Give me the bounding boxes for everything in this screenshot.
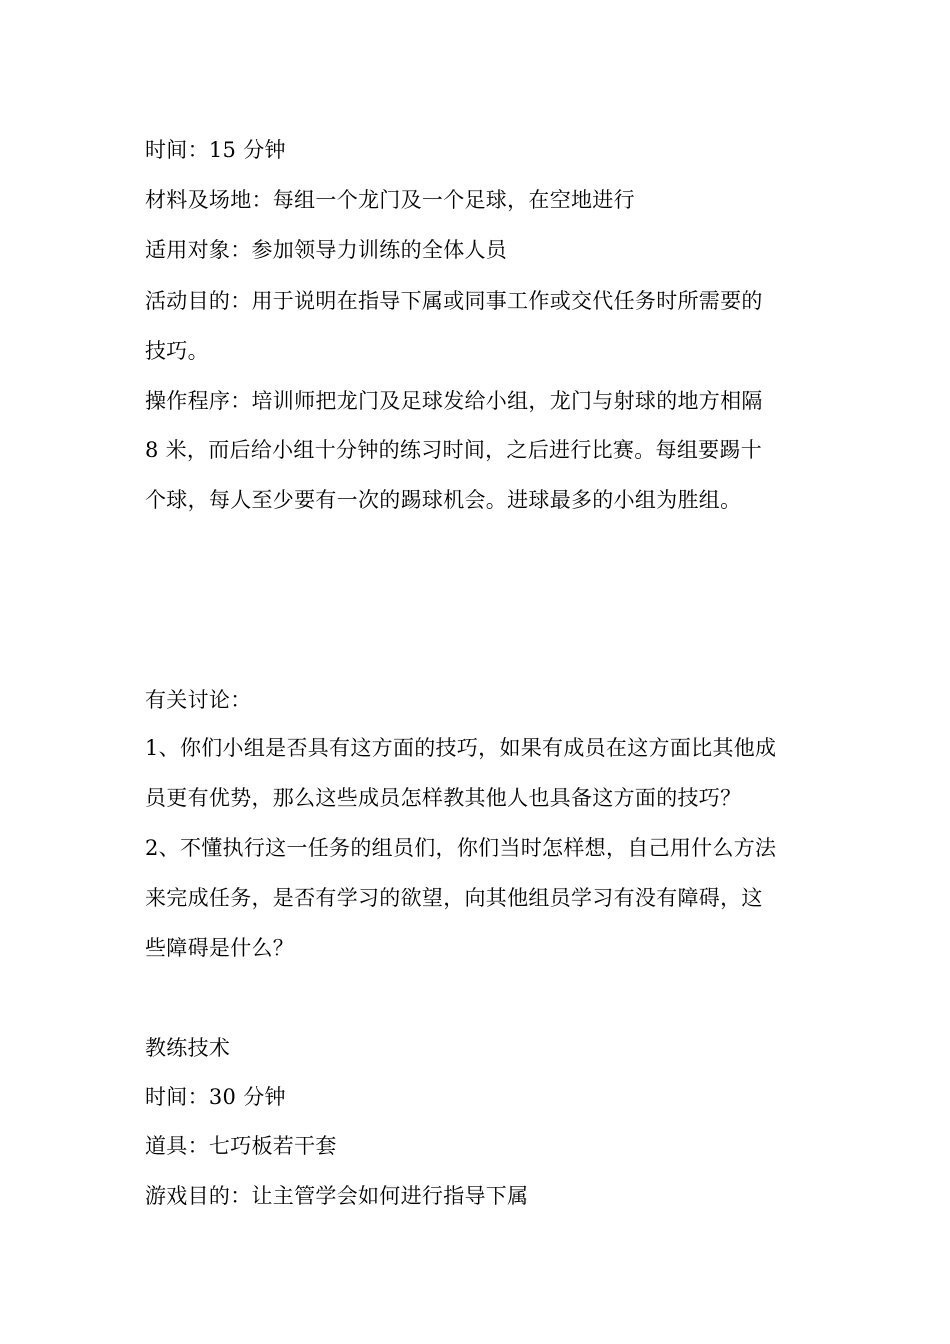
section2-props: 道具：七巧板若干套 — [145, 1134, 337, 1158]
section1-time: 时间：15 分钟 — [145, 138, 286, 162]
section1-procedure-line1: 操作程序：培训师把龙门及足球发给小组，龙门与射球的地方相隔 — [145, 389, 763, 413]
section1-audience: 适用对象：参加领导力训练的全体人员 — [145, 238, 508, 262]
section1-purpose-line2: 技巧。 — [145, 339, 209, 363]
section1-materials: 材料及场地：每组一个龙门及一个足球，在空地进行 — [145, 188, 635, 212]
discussion-heading: 有关讨论： — [145, 688, 252, 712]
section2-goal: 游戏目的：让主管学会如何进行指导下属 — [145, 1184, 529, 1208]
discussion-q2-line2: 来完成任务，是否有学习的欲望，向其他组员学习有没有障碍，这 — [145, 886, 763, 910]
section1-procedure-line2: 8 米，而后给小组十分钟的练习时间，之后进行比赛。每组要踢十 — [145, 438, 763, 462]
discussion-q1-line1: 1、你们小组是否具有这方面的技巧，如果有成员在这方面比其他成 — [145, 736, 777, 760]
section1-procedure-line3: 个球，每人至少要有一次的踢球机会。进球最多的小组为胜组。 — [145, 488, 742, 512]
section2-time: 时间：30 分钟 — [145, 1085, 286, 1109]
discussion-q2-line1: 2、不懂执行这一任务的组员们，你们当时怎样想，自己用什么方法 — [145, 836, 777, 860]
discussion-q2-line3: 些障碍是什么？ — [145, 936, 295, 960]
section2-title: 教练技术 — [145, 1036, 231, 1060]
discussion-q1-line2: 员更有优势，那么这些成员怎样教其他人也具备这方面的技巧？ — [145, 786, 742, 810]
section1-purpose-line1: 活动目的：用于说明在指导下属或同事工作或交代任务时所需要的 — [145, 289, 763, 313]
